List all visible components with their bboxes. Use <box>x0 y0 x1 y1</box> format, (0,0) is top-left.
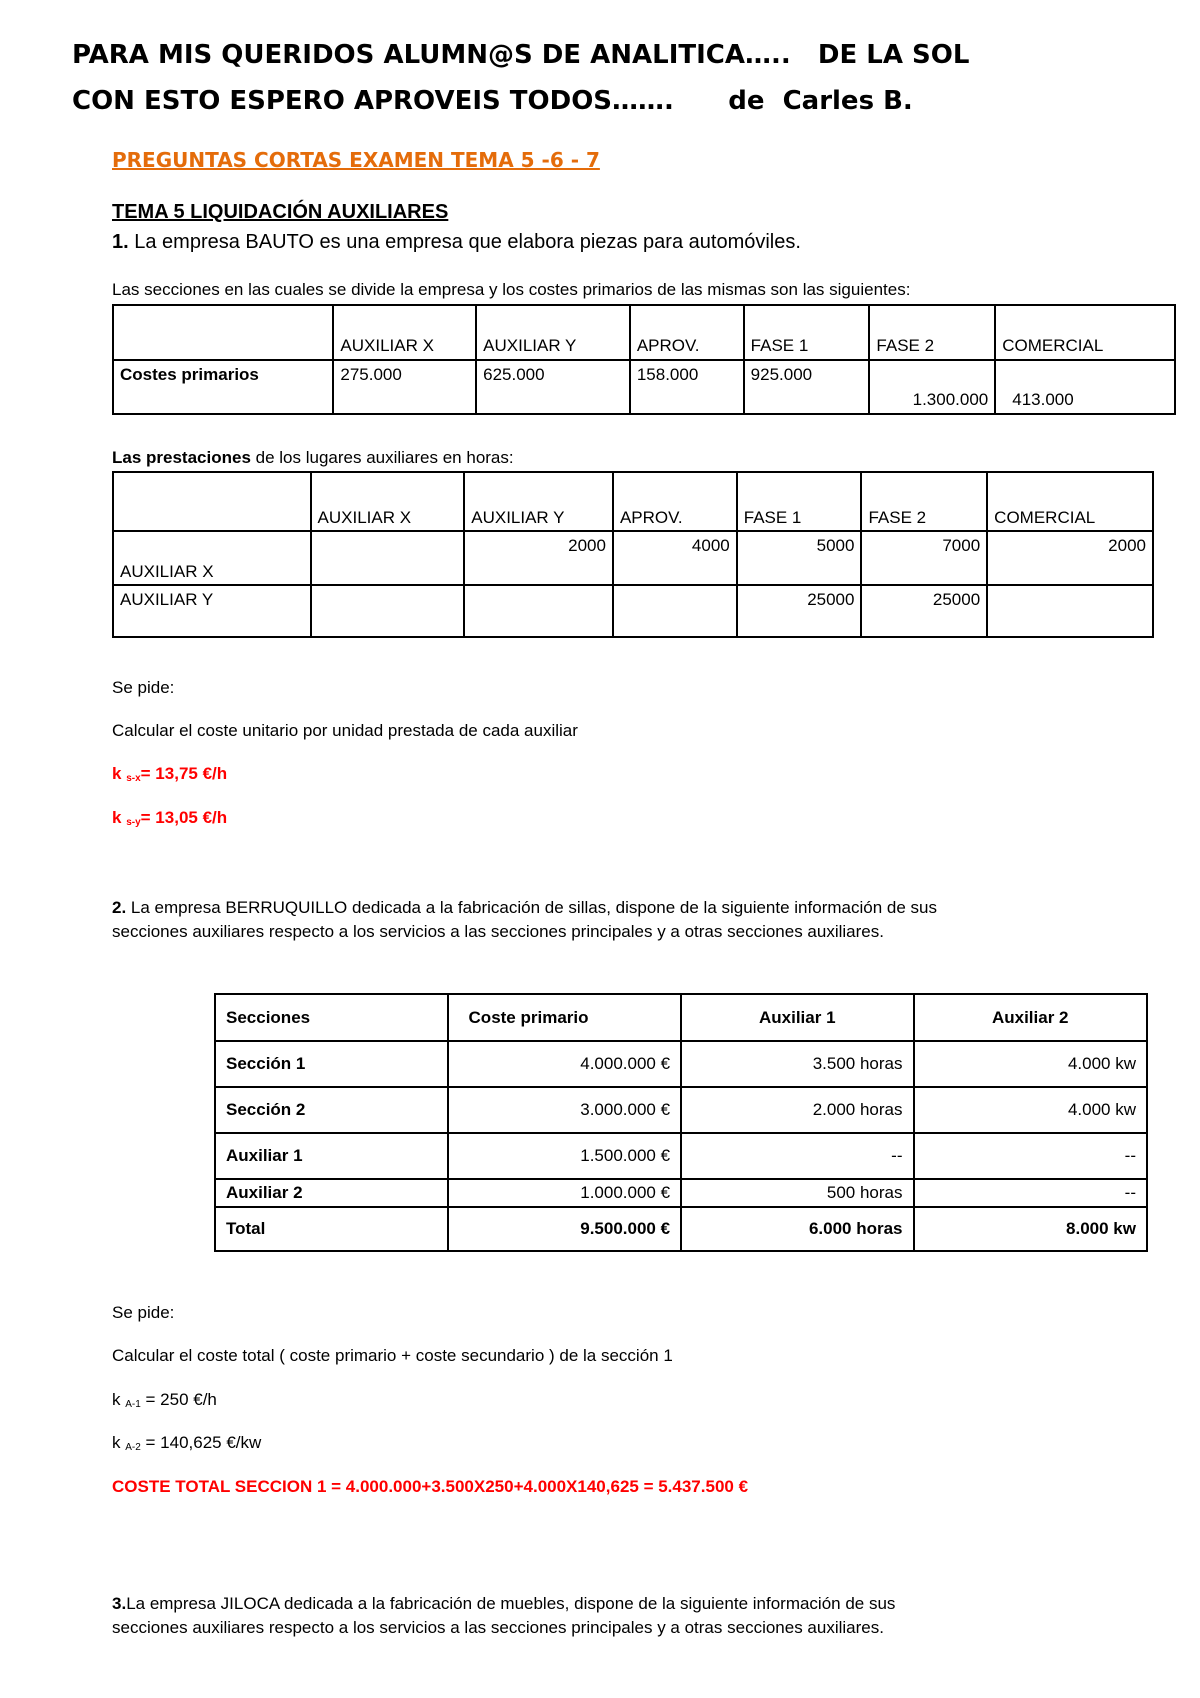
table-header-cell <box>113 305 333 360</box>
q1-text: La empresa BAUTO es una empresa que elabora piezas para automóviles. <box>134 231 801 253</box>
table-total-row <box>215 1207 1147 1251</box>
table-cell: 625.000 <box>476 360 630 414</box>
q2-k-a1 <box>112 1390 217 1410</box>
table-cell <box>464 585 613 637</box>
table-cell <box>311 531 465 585</box>
q2-number: 2. <box>112 898 127 917</box>
prestaciones-bold: Las prestaciones <box>112 448 251 467</box>
table-cell: 4.000.000 € <box>448 1041 682 1087</box>
table-row-label: Auxiliar 1 <box>215 1133 448 1179</box>
table-row-label: AUXILIAR X <box>113 531 311 585</box>
table-cell: 3.000.000 € <box>448 1087 682 1133</box>
header-line-2: CON ESTO ESPERO APROVEIS TODOS……. de Carles B. <box>72 86 913 116</box>
table-row-label: Sección 2 <box>215 1087 448 1133</box>
table-cell <box>613 585 737 637</box>
secciones-table <box>214 993 1148 1252</box>
table-header-cell: APROV. <box>613 472 737 531</box>
table-cell: 9.500.000 € <box>448 1207 682 1251</box>
table-row-label: Auxiliar 2 <box>215 1179 448 1207</box>
table-row <box>113 585 1153 637</box>
q1-number: 1. <box>112 231 129 253</box>
table-cell: 7000 <box>861 531 987 585</box>
table-row <box>215 1133 1147 1179</box>
table-row <box>215 1087 1147 1133</box>
q2-text-line-2: secciones auxiliares respecto a los servicios a las secciones principales y a otras secciones auxiliares. <box>112 922 884 941</box>
table-cell: -- <box>914 1179 1148 1207</box>
q2-text: La empresa BERRUQUILLO dedicada a la fabricación de sillas, dispone de la siguiente información de sus <box>126 898 937 917</box>
q3-text-line-1 <box>112 1594 895 1614</box>
table-header-cell: Auxiliar 2 <box>914 994 1148 1041</box>
table-header-cell: FASE 2 <box>869 305 995 360</box>
table-cell: 158.000 <box>630 360 744 414</box>
q1-answer-x <box>112 764 227 784</box>
tema5-title: TEMA 5 LIQUIDACIÓN AUXILIARES <box>112 201 449 223</box>
prestaciones-table <box>112 471 1154 638</box>
table-header-cell: AUXILIAR X <box>311 472 465 531</box>
table-header-cell: Auxiliar 1 <box>681 994 913 1041</box>
answer-value: = 13,05 €/h <box>140 808 228 827</box>
table-cell: 4.000 kw <box>914 1087 1148 1133</box>
table-header-cell: FASE 1 <box>744 305 870 360</box>
table-header-cell: COMERCIAL <box>987 472 1153 531</box>
table-header-cell: AUXILIAR Y <box>476 305 630 360</box>
table-cell: 1.300.000 <box>869 360 995 414</box>
k-subscript: A-1 <box>125 1399 141 1410</box>
table-row <box>215 1179 1147 1207</box>
table-cell: 6.000 horas <box>681 1207 913 1251</box>
table-row <box>113 360 1175 414</box>
table-row-label: Costes primarios <box>113 360 333 414</box>
q1-statement <box>112 231 801 254</box>
table-cell: 925.000 <box>744 360 870 414</box>
table-header-cell: AUXILIAR X <box>333 305 476 360</box>
answer-subscript: s-x <box>126 773 141 784</box>
table-cell <box>987 585 1153 637</box>
q3-text: La empresa JILOCA dedicada a la fabricación de muebles, dispone de la siguiente información de sus <box>126 1594 896 1613</box>
q2-task: Calcular el coste total ( coste primario + coste secundario ) de la sección 1 <box>112 1346 673 1365</box>
table-row <box>215 1041 1147 1087</box>
prestaciones-rest: de los lugares auxiliares en horas: <box>250 448 514 467</box>
table-cell <box>311 585 465 637</box>
table-header-row <box>215 994 1147 1041</box>
header-line-1: PARA MIS QUERIDOS ALUMN@S DE ANALITICA….. DE LA SOL <box>72 40 970 70</box>
q2-k-a2 <box>112 1433 261 1453</box>
section-title: PREGUNTAS CORTAS EXAMEN TEMA 5 -6 - 7 <box>112 148 600 172</box>
table-cell: 1.000.000 € <box>448 1179 682 1207</box>
table-cell: -- <box>914 1133 1148 1179</box>
table-cell: 275.000 <box>333 360 476 414</box>
k-symbol: k <box>112 1390 121 1409</box>
table-cell: 25000 <box>861 585 987 637</box>
table-cell: 413.000 <box>995 360 1175 414</box>
q2-text-line-1 <box>112 898 937 918</box>
q2-se-pide: Se pide: <box>112 1303 175 1322</box>
table-cell: 4.000 kw <box>914 1041 1148 1087</box>
table-header-cell: APROV. <box>630 305 744 360</box>
table-cell: 5000 <box>737 531 862 585</box>
table-row <box>113 531 1153 585</box>
table-header-row <box>113 305 1175 360</box>
answer-k: k <box>112 764 122 783</box>
prestaciones-intro <box>112 448 514 468</box>
table-cell: -- <box>681 1133 913 1179</box>
table-row-label: AUXILIAR Y <box>113 585 311 637</box>
q1-se-pide: Se pide: <box>112 678 175 697</box>
k-value: = 140,625 €/kw <box>140 1433 262 1452</box>
k-value: = 250 €/h <box>140 1390 217 1409</box>
q3-number: 3. <box>112 1594 127 1613</box>
table-cell: 1.500.000 € <box>448 1133 682 1179</box>
table-row-label: Sección 1 <box>215 1041 448 1087</box>
table-cell: 4000 <box>613 531 737 585</box>
table-header-cell: Coste primario <box>448 994 682 1041</box>
table-cell: 25000 <box>737 585 862 637</box>
table-header-cell: AUXILIAR Y <box>464 472 613 531</box>
table-row-label: Total <box>215 1207 448 1251</box>
table-cell: 2000 <box>987 531 1153 585</box>
costes-primarios-table <box>112 304 1176 415</box>
answer-subscript: s-y <box>126 817 141 828</box>
q1-intro: Las secciones en las cuales se divide la empresa y los costes primarios de las mismas son las siguientes: <box>112 280 911 299</box>
q3-text-line-2: secciones auxiliares respecto a los servicios a las secciones principales y a otras secciones auxiliares. <box>112 1618 884 1637</box>
table-cell: 3.500 horas <box>681 1041 913 1087</box>
table-header-cell: Secciones <box>215 994 448 1041</box>
q1-task: Calcular el coste unitario por unidad prestada de cada auxiliar <box>112 721 578 740</box>
table-header-cell <box>113 472 311 531</box>
answer-value: = 13,75 €/h <box>140 764 228 783</box>
table-cell: 2.000 horas <box>681 1087 913 1133</box>
table-header-cell: FASE 1 <box>737 472 862 531</box>
table-cell: 8.000 kw <box>914 1207 1148 1251</box>
q1-answer-y <box>112 808 227 828</box>
k-symbol: k <box>112 1433 121 1452</box>
table-header-cell: COMERCIAL <box>995 305 1175 360</box>
answer-k: k <box>112 808 122 827</box>
q2-result: COSTE TOTAL SECCION 1 = 4.000.000+3.500X250+4.000X140,625 = 5.437.500 € <box>112 1477 749 1496</box>
table-cell: 2000 <box>464 531 613 585</box>
table-header-row <box>113 472 1153 531</box>
table-header-cell: FASE 2 <box>861 472 987 531</box>
k-subscript: A-2 <box>125 1442 141 1453</box>
table-cell: 500 horas <box>681 1179 913 1207</box>
